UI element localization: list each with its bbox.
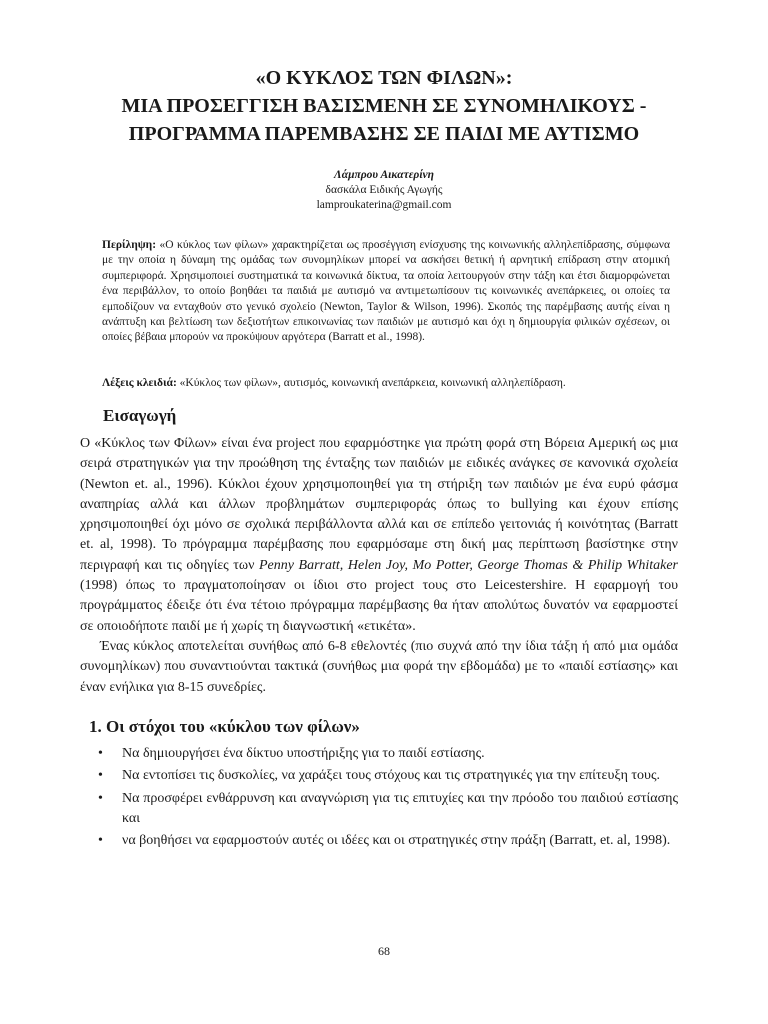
bullet-marker: • [98, 768, 103, 784]
goals-heading: 1. Οι στόχοι του «κύκλου των φίλων» [89, 717, 360, 736]
keywords-label: Λέξεις κλειδιά: [102, 377, 177, 389]
author-role: δασκάλα Ειδικής Αγωγής [325, 184, 443, 196]
intro-paragraph-1 [80, 434, 678, 637]
author-name: Λάμπρου Αικατερίνη [334, 169, 434, 181]
title-line-2: ΜΙΑ ΠΡΟΣΕΓΓΙΣΗ ΒΑΣΙΣΜΕΝΗ ΣΕ ΣΥΝΟΜΗΛΙΚΟΥΣ - [121, 95, 647, 117]
abstract [102, 238, 670, 346]
list-item [98, 766, 678, 786]
abstract-label: Περίληψη: [102, 239, 157, 251]
author-block [0, 168, 768, 213]
author-email: lamproukaterina@gmail.com [316, 199, 452, 211]
list-item [98, 744, 678, 764]
list-item-text: Να προσφέρει ενθάρρυνση και αναγνώριση για τις επιτυχίες και την πρόοδο του παιδιού εστίασης και [122, 790, 678, 826]
intro-heading: Εισαγωγή [103, 406, 177, 425]
list-item [98, 789, 678, 830]
intro-p1-authors: Penny Barratt, Helen Joy, Mo Potter, George Thomas & Philip Whitaker [258, 557, 678, 573]
intro-body [80, 434, 678, 698]
intro-paragraph-2: Ένας κύκλος αποτελείται συνήθως από 6-8 εθελοντές (πιο συχνά από την ίδια τάξη ή από μια ομάδα συνομηλίκων) που συναντιούνται τακτικά (συνήθως μια φορά την εβδομάδα) με το «παιδί εστίασης» και έναν ενήλικα για 8-15 συνεδρίες. [80, 638, 678, 695]
list-item-text: Να δημιουργήσει ένα δίκτυο υποστήριξης για το παιδί εστίασης. [122, 746, 485, 761]
list-item-text: να βοηθήσει να εφαρμοστούν αυτές οι ιδέες και οι στρατηγικές στην πράξη (Barratt, et. al, 1998). [122, 833, 671, 849]
abstract-text: «Ο κύκλος των φίλων» χαρακτηρίζεται ως προσέγγιση ενίσχυσης της κοινωνικής αλληλεπίδρασης, σύμφωνα με την οποία η δύναμη της ομάδας των συνομηλίκων μπορεί να ασκήσει θετική ή αρνητική επίδραση στην ατομική συμπεριφορά. Χρησιμοποιεί συστηματικά τα κοινωνικά δίκτυα, τα οποία λειτουργούν στην τάξη και έτσι διαμορφώνεται ένα περιβάλλον, το οποίο βοηθάει τα παιδιά με αυτισμό να αντιμετωπίσουν τις κοινωνικές ανεπάρκειες, οι οποίες τα εμποδίζουν να ενταχθούν στο γενικό σχολείο (Newton, Taylor & Wilson, 1996). Σκοπός της παρέμβασης αυτής είναι η ανάπτυξη και βελτίωση των δεξιοτήτων επικοινωνίας των παιδιών με αυτισμό και όχι η δημιουργία φιλικών σχέσεων, οι οποίες βέβαια μπορούν να προκύψουν αργότερα (Barratt et al., 1998). [102, 239, 671, 344]
page-number: 68 [378, 944, 390, 958]
intro-p1-text-a: Ο «Κύκλος των Φίλων» είναι ένα project που εφαρμόστηκε για πρώτη φορά στη Βόρεια Αμερική ως μια σειρά στρατηγικών για την προώθηση της ένταξης των παιδιών με ειδικές ανάγκες σε κανονικά σχολεία (Newton et. al., 1996). Κύκλοι έχουν χρησιμοποιηθεί για τη στήριξη των παιδιών με ένα ευρύ φάσμα αναπηρίας αλλά και άλλων προβλημάτων συμπεριφοράς όπως το bullying και έχουν επίσης χρησιμοποιηθεί όχι μόνο σε σχολικά περιβάλλοντα αλλά και σε επίπεδο γειτονιάς ή κοινότητας (Barratt et. al, 1998). Το πρόγραμμα παρέμβασης που εφαρμόσαμε στη δική μας περίπτωση βασίστηκε στην περιγραφή και τις οδηγίες των [80, 436, 678, 573]
title-line-3: ΠΡΟΓΡΑΜΜΑ ΠΑΡΕΜΒΑΣΗΣ ΣΕ ΠΑΙΔΙ ΜΕ ΑΥΤΙΣΜΟ [128, 123, 640, 145]
article-title [60, 64, 708, 148]
list-item [98, 831, 678, 851]
bullet-marker: • [98, 790, 103, 806]
bullet-marker: • [98, 746, 103, 761]
title-line-1: «Ο ΚΥΚΛΟΣ ΤΩΝ ΦΙΛΩΝ»: [255, 67, 513, 89]
intro-p1-text-b: (1998) όπως το πραγματοποίησαν οι ίδιοι στο project τους στο Leicestershire. Η εφαρμογή του προγράμματος έδειξε ότι ένα τέτοιο πρόγραμμα παρέμβασης θα ήταν απολύτως δυνατόν να εφαρμοστεί σε οποιοδήποτε παιδί με ή χωρίς τη διαγνωστική «ετικέτα». [80, 578, 678, 634]
goals-list [98, 744, 678, 853]
bullet-marker: • [98, 833, 103, 849]
list-item-text: Να εντοπίσει τις δυσκολίες, να χαράξει τους στόχους και τις στρατηγικές για την επίτευξη τους. [122, 768, 661, 784]
keywords [102, 376, 682, 391]
keywords-text: «Κύκλος των φίλων», αυτισμός, κοινωνική ανεπάρκεια, κοινωνική αλληλεπίδραση. [179, 377, 566, 389]
